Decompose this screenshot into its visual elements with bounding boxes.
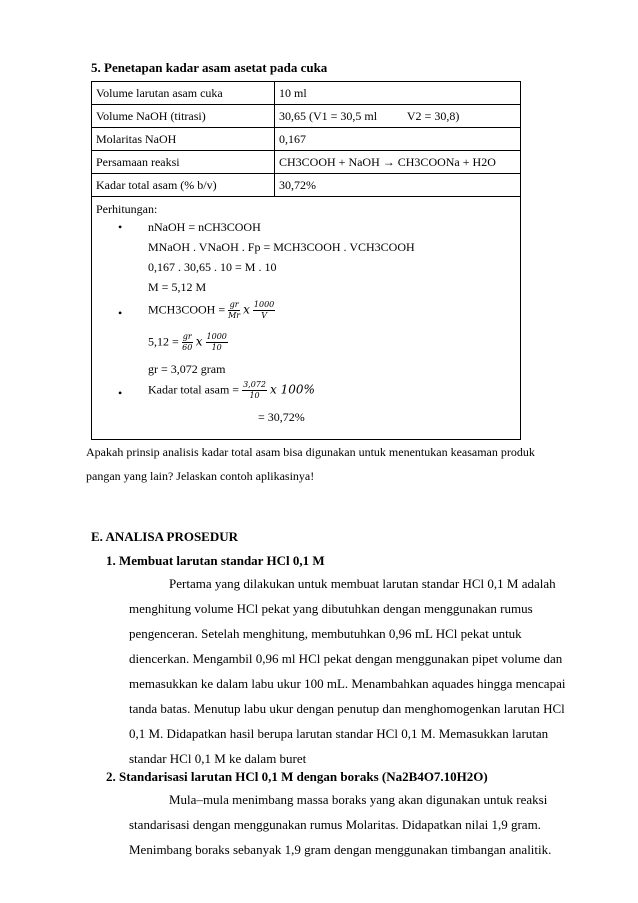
paragraph-line: tanda batas. Menutup labu ukur dengan penutup dan menghomogenkan larutan HCl bbox=[129, 701, 565, 716]
procedure-item-2-title: 2. Standarisasi larutan HCl 0,1 M dengan boraks (Na2B4O7.10H2O) bbox=[106, 769, 488, 784]
multiply-sign: x bbox=[195, 334, 203, 349]
calc-line: M = 5,12 M bbox=[148, 280, 207, 294]
paragraph-line: menghitung volume HCl pekat yang dibutuhkan dengan menggunakan rumus bbox=[129, 601, 533, 616]
question-text: pangan yang lain? Jelaskan contoh aplikasinya! bbox=[86, 469, 315, 483]
fraction-numerator: 3,072 bbox=[243, 380, 266, 389]
fraction-denominator: 10 bbox=[211, 343, 222, 352]
table-cell: 30,65 (V1 = 30,5 ml V2 = 30,8) bbox=[275, 105, 521, 128]
table-row bbox=[92, 174, 521, 197]
fraction bbox=[206, 332, 228, 353]
paragraph-line: standar HCl 0,1 M ke dalam buret bbox=[129, 751, 307, 766]
table-cell: 0,167 bbox=[275, 128, 521, 151]
fraction-numerator: 1000 bbox=[206, 332, 227, 341]
table-cell: Volume NaOH (titrasi) bbox=[92, 105, 275, 128]
titration-table bbox=[91, 81, 521, 197]
fraction-numerator: 1000 bbox=[253, 300, 275, 309]
bullet-icon: • bbox=[118, 306, 123, 320]
section-e-title: E. ANALISA PROSEDUR bbox=[91, 529, 239, 544]
paragraph-line: memasukkan ke dalam labu ukur 100 mL. Menambahkan aquades hingga mencapai bbox=[129, 676, 566, 691]
bullet-icon: • bbox=[118, 220, 123, 234]
formula-prefix: 5,12 = bbox=[148, 334, 179, 349]
paragraph-line: Mula–mula menimbang massa boraks yang akan digunakan untuk reaksi bbox=[169, 792, 548, 807]
perhitungan-label: Perhitungan: bbox=[96, 202, 158, 216]
paragraph-line: Menimbang boraks sebanyak 1,9 gram dengan menggunakan timbangan analitik. bbox=[129, 842, 552, 857]
calc-line: nNaOH = nCH3COOH bbox=[148, 220, 261, 234]
calculation-box bbox=[91, 196, 521, 440]
formula-suffix: x 100% bbox=[269, 382, 315, 397]
table-cell: CH3COOH + NaOH → CH3COONa + H2O bbox=[275, 151, 521, 174]
paragraph-line: pengenceran. Setelah menghitung, membutuhkan 0,96 mL HCl pekat untuk bbox=[129, 626, 522, 641]
calc-line: = 30,72% bbox=[258, 410, 305, 424]
fraction-denominator: 60 bbox=[182, 343, 193, 352]
table-cell: Volume larutan asam cuka bbox=[92, 82, 275, 105]
calc-line: gr = 3,072 gram bbox=[148, 362, 226, 376]
table-row bbox=[92, 105, 521, 128]
table-cell: 10 ml bbox=[275, 82, 521, 105]
question-text: Apakah prinsip analisis kadar total asam bisa digunakan untuk menentukan keasaman produk bbox=[86, 445, 535, 459]
formula-prefix: Kadar total asam = bbox=[148, 382, 240, 397]
bullet-icon: • bbox=[118, 386, 123, 400]
table-cell: Kadar total asam (% b/v) bbox=[92, 174, 275, 197]
paragraph-line: diencerkan. Mengambil 0,96 ml HCl pekat dengan menggunakan pipet volume dan bbox=[129, 651, 563, 666]
fraction-denominator: 10 bbox=[249, 391, 260, 400]
procedure-item-2-text bbox=[129, 787, 576, 862]
section-5-title: 5. Penetapan kadar asam asetat pada cuka bbox=[91, 60, 328, 75]
fraction-denominator: Mr bbox=[228, 311, 241, 320]
table-cell: Molaritas NaOH bbox=[92, 128, 275, 151]
fraction-numerator: gr bbox=[229, 300, 239, 309]
multiply-sign: x bbox=[243, 302, 250, 317]
fraction-denominator: V bbox=[261, 311, 267, 320]
fraction bbox=[182, 332, 193, 353]
paragraph-line: 0,1 M. Didapatkan hasil berupa larutan standar HCl 0,1 M. Memasukkan larutan bbox=[129, 726, 549, 741]
formula-substitution bbox=[148, 332, 228, 353]
fraction bbox=[253, 300, 275, 321]
procedure-item-1-text bbox=[129, 571, 576, 771]
table-row bbox=[92, 151, 521, 174]
formula-molarity bbox=[148, 300, 275, 321]
formula-prefix: MCH3COOH = bbox=[148, 302, 226, 317]
table-row bbox=[92, 82, 521, 105]
table-row bbox=[92, 128, 521, 151]
calc-line: MNaOH . VNaOH . Fp = MCH3COOH . VCH3COOH bbox=[148, 240, 415, 254]
paragraph-line: Pertama yang dilakukan untuk membuat larutan standar HCl 0,1 M adalah bbox=[169, 576, 556, 591]
table-cell: Persamaan reaksi bbox=[92, 151, 275, 174]
formula-kadar bbox=[148, 380, 315, 401]
table-cell: 30,72% bbox=[275, 174, 521, 197]
paragraph-line: standarisasi dengan menggunakan rumus Molaritas. Didapatkan nilai 1,9 gram. bbox=[129, 817, 541, 832]
fraction-numerator: gr bbox=[182, 332, 192, 341]
fraction bbox=[242, 380, 267, 401]
calc-line: 0,167 . 30,65 . 10 = M . 10 bbox=[148, 260, 277, 274]
fraction bbox=[228, 300, 240, 321]
procedure-item-1-title: 1. Membuat larutan standar HCl 0,1 M bbox=[106, 553, 325, 568]
